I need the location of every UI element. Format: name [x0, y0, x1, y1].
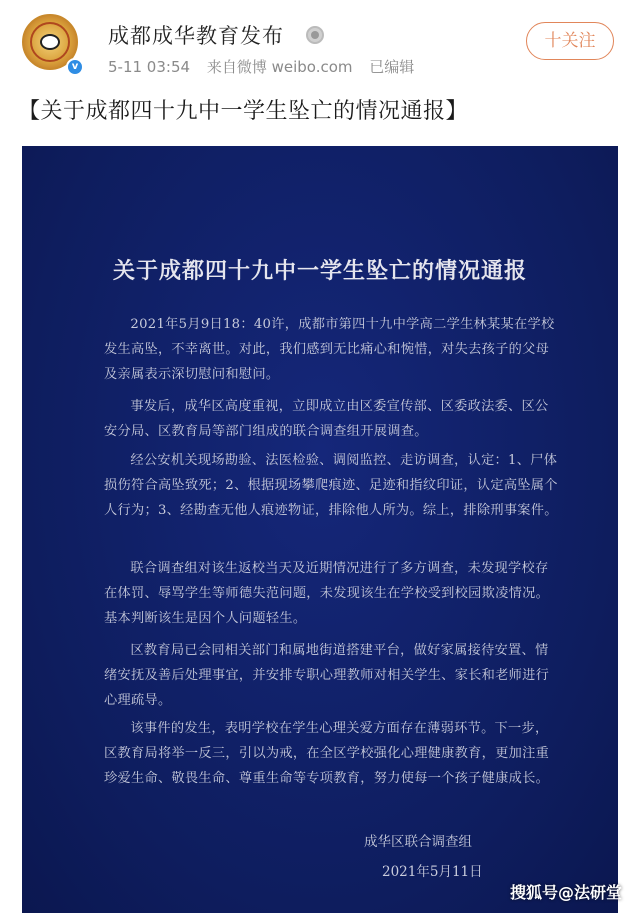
post-text: 【关于成都四十九中一学生坠亡的情况通报】	[18, 99, 469, 124]
post-source: 来自微博 weibo.com	[206, 58, 353, 76]
notice-paragraph: 经公安机关现场勘验、法医检验、调阅监控、走访调查，认定：1、尸体损伤符合高坠致死；2、根据现场攀爬痕迹、足迹和指纹印证，认定高坠属个人行为；3、经勘查无他人痕迹物证，排除他人所为。综上，排除刑事案件。	[104, 453, 558, 518]
follow-button[interactable]: 十关注	[526, 22, 614, 60]
edited-label: 已编辑	[369, 58, 415, 76]
notice-title: 关于成都四十九中一学生坠亡的情况通报	[112, 258, 527, 284]
post-header	[0, 0, 640, 90]
notice-paragraph: 联合调查组对该生返校当天及近期情况进行了多方调查，未发现学校存在体罚、辱骂学生等师德失范问题，未发现该生在学校受到校园欺凌情况。基本判断该生是因个人问题轻生。	[104, 561, 550, 626]
notice-paragraph: 事发后，成华区高度重视，立即成立由区委宣传部、区委政法委、区公安分局、区教育局等部门组成的联合调查组开展调查。	[104, 399, 549, 439]
notice-paragraph: 该事件的发生，表明学校在学生心理关爱方面存在薄弱环节。下一步，区教育局将举一反三，引以为戒，在全区学校强化心理健康教育，更加注重珍爱生命、敬畏生命、尊重生命等专项教育，努力使每一个孩子健康成长。	[104, 721, 550, 786]
notice-signature: 成华区联合调查组	[364, 834, 472, 850]
panda-icon	[40, 34, 60, 50]
account-name[interactable]: 成都成华教育发布	[108, 24, 284, 48]
notice-paragraph: 区教育局已会同相关部门和属地街道搭建平台，做好家属接待安置、情绪安抚及善后处理事宜，并安排专职心理教师对相关学生、家长和老师进行心理疏导。	[104, 643, 550, 708]
medal-icon[interactable]	[306, 26, 324, 44]
post-meta	[108, 56, 426, 77]
notice-paragraph: 2021年5月9日18：40许，成都市第四十九中学高二学生林某某在学校发生高坠，不幸离世。对此，我们感到无比痛心和惋惜，对失去孩子的父母及亲属表示深切慰问和慰问。	[104, 317, 555, 382]
notice-image[interactable]	[22, 146, 618, 913]
notice-date: 2021年5月11日	[382, 864, 483, 880]
watermark: 搜狐号@法研堂	[509, 883, 622, 902]
post-timestamp: 5-11 03:54	[108, 58, 191, 76]
verified-badge-icon: v	[66, 58, 84, 76]
